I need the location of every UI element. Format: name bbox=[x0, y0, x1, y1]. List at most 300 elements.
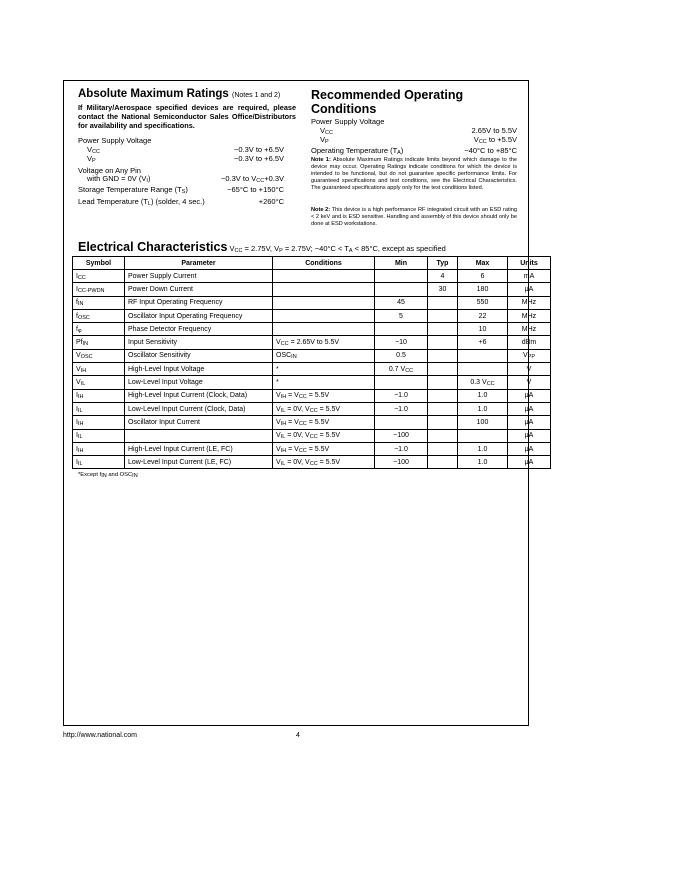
cond-a: V bbox=[276, 392, 281, 400]
units-value: V bbox=[526, 365, 532, 373]
rec-vcc-value: 2.65V to 5.5V bbox=[471, 126, 517, 135]
max-value: 180 bbox=[476, 285, 489, 293]
cell-parameter bbox=[125, 336, 273, 349]
abs-max-title-text: Absolute Maximum Ratings bbox=[78, 88, 229, 100]
abs-lead-sub: L bbox=[147, 201, 151, 207]
abs-storage-text: Storage Temperature Range (T bbox=[78, 185, 182, 194]
cell-parameter bbox=[125, 363, 273, 376]
cond-a: V bbox=[276, 432, 281, 440]
rec-vp-label bbox=[320, 135, 329, 144]
cell-min bbox=[375, 402, 428, 415]
cell-parameter bbox=[125, 309, 273, 322]
cond-b: = 2.65V to 5.5V bbox=[288, 339, 340, 347]
cell-typ bbox=[428, 349, 458, 362]
cell-symbol bbox=[73, 336, 125, 349]
cell-symbol bbox=[73, 416, 125, 429]
ec-cond-sub1: CC bbox=[234, 248, 243, 254]
cell-symbol bbox=[73, 429, 125, 442]
cell-max bbox=[458, 270, 508, 283]
abs-vpin-close: ) bbox=[147, 174, 151, 183]
symbol-sub: IL bbox=[80, 381, 86, 388]
table-row bbox=[73, 402, 551, 415]
note1-text: Absolute Maximum Ratings indicate limits beyond which damage to the device may occur. Operating Ratings indicate conditions for which the device is intended to be functional, but do not guarantee specific performance limits. For guaranteed specifications and test conditions, see the Electrical Characteristics. The guaranteed specifications apply only for the test conditions listed. bbox=[311, 157, 517, 192]
symbol-sub: IH bbox=[77, 394, 84, 401]
max-value: 1.0 bbox=[477, 445, 488, 453]
cond-a: V bbox=[276, 418, 281, 426]
symbol-main: V bbox=[76, 379, 81, 387]
parameter-text: Power Supply Current bbox=[128, 272, 197, 280]
min-sub: CC bbox=[405, 367, 414, 374]
units-value: μA bbox=[524, 445, 534, 453]
cell-min bbox=[375, 363, 428, 376]
min-value: 45 bbox=[397, 299, 405, 307]
max-value: 550 bbox=[476, 299, 489, 307]
cell-conditions bbox=[273, 296, 375, 309]
cond-sub2: CC bbox=[309, 460, 318, 467]
cell-max bbox=[458, 416, 508, 429]
col-parameter: Parameter bbox=[125, 257, 273, 270]
cond-sub2: CC bbox=[309, 434, 318, 441]
cond-b: = 0V, V bbox=[285, 405, 310, 413]
rec-vp-val-sub: CC bbox=[478, 139, 487, 145]
cell-max bbox=[458, 402, 508, 415]
ec-cond-d: < 85°C, except as specified bbox=[352, 244, 446, 253]
ec-header-row bbox=[73, 257, 551, 270]
cell-conditions bbox=[273, 456, 375, 469]
cell-symbol bbox=[73, 363, 125, 376]
cell-conditions bbox=[273, 349, 375, 362]
abs-vpin-sublabel-text: with GND = 0V (V bbox=[87, 174, 147, 183]
cell-units bbox=[508, 402, 551, 415]
symbol-main: I bbox=[76, 392, 78, 400]
cond-sub: IL bbox=[280, 434, 286, 441]
cell-units bbox=[508, 442, 551, 455]
symbol-main: V bbox=[76, 352, 81, 360]
min-value: −100 bbox=[393, 458, 409, 466]
units-value: μA bbox=[524, 432, 534, 440]
symbol-main: I bbox=[76, 458, 78, 466]
cell-units bbox=[508, 270, 551, 283]
rec-temp-label bbox=[311, 146, 403, 155]
symbol-sub: IL bbox=[77, 460, 83, 467]
parameter-text: Low-Level Input Current (Clock, Data) bbox=[128, 405, 246, 413]
cell-conditions bbox=[273, 309, 375, 322]
cell-units bbox=[508, 389, 551, 402]
cell-min bbox=[375, 349, 428, 362]
rec-vcc-label bbox=[320, 126, 333, 135]
cell-conditions bbox=[273, 376, 375, 389]
cond-c: = 5.5V bbox=[306, 418, 330, 426]
cell-symbol bbox=[73, 402, 125, 415]
cond-c: = 5.5V bbox=[306, 445, 330, 453]
ec-table bbox=[72, 256, 551, 469]
cell-units bbox=[508, 296, 551, 309]
ec-cond-b: = 2.75V, V bbox=[242, 244, 280, 253]
cell-units bbox=[508, 416, 551, 429]
rec-title-l2: Conditions bbox=[311, 102, 377, 116]
footer-url[interactable]: http://www.national.com bbox=[63, 732, 137, 739]
symbol-main: V bbox=[76, 365, 81, 373]
cell-max bbox=[458, 349, 508, 362]
symbol-sub: IH bbox=[80, 367, 87, 374]
cond-c: = 5.5V bbox=[317, 432, 341, 440]
cell-typ bbox=[428, 336, 458, 349]
parameter-text: Low-Level Input Voltage bbox=[128, 379, 203, 387]
cond-sub2: CC bbox=[309, 407, 318, 414]
cell-max bbox=[458, 283, 508, 296]
units-value: μA bbox=[524, 285, 534, 293]
parameter-text: Low-Level Input Current (LE, FC) bbox=[128, 458, 232, 466]
cell-typ bbox=[428, 389, 458, 402]
max-value: 0.3 V bbox=[470, 379, 487, 387]
cell-typ bbox=[428, 456, 458, 469]
abs-vcc-label bbox=[87, 145, 100, 154]
cell-min bbox=[375, 296, 428, 309]
table-row bbox=[73, 442, 551, 455]
cell-symbol bbox=[73, 442, 125, 455]
cond-b: = V bbox=[286, 418, 299, 426]
cell-typ bbox=[428, 309, 458, 322]
col-units: Units bbox=[508, 257, 551, 270]
symbol-sub: IL bbox=[77, 434, 83, 441]
cond-c: = 5.5V bbox=[317, 405, 341, 413]
ec-cond-sub3: A bbox=[348, 248, 353, 254]
max-value: 100 bbox=[476, 418, 489, 426]
cell-max bbox=[458, 376, 508, 389]
abs-lead-text: Lead Temperature (T bbox=[78, 197, 148, 206]
symbol-sub: φ bbox=[77, 327, 82, 334]
abs-max-section bbox=[78, 88, 296, 131]
cell-parameter bbox=[125, 270, 273, 283]
cell-min bbox=[375, 376, 428, 389]
cell-symbol bbox=[73, 349, 125, 362]
cell-units bbox=[508, 429, 551, 442]
note1-head: Note 1: bbox=[311, 157, 331, 163]
col-max: Max bbox=[458, 257, 508, 270]
footer-page-number: 4 bbox=[296, 732, 300, 739]
units-value: μA bbox=[524, 392, 534, 400]
rec-vp-val-a: V bbox=[473, 135, 479, 144]
rec-vp-v: V bbox=[320, 135, 326, 144]
cond-a: V bbox=[276, 339, 281, 347]
max-value: 1.0 bbox=[477, 458, 488, 466]
cell-units bbox=[508, 363, 551, 376]
table-row bbox=[73, 283, 551, 296]
symbol-sub: OSC bbox=[80, 354, 93, 361]
rec-temp-text: Operating Temperature (T bbox=[311, 146, 398, 155]
symbol-sub: IL bbox=[77, 407, 83, 414]
col-conditions: Conditions bbox=[273, 257, 375, 270]
rec-title-l1: Recommended Operating bbox=[311, 88, 464, 102]
min-value: −1.0 bbox=[394, 405, 408, 413]
units-value: V bbox=[522, 352, 528, 360]
max-sub: CC bbox=[486, 381, 495, 388]
cell-parameter bbox=[125, 283, 273, 296]
col-min: Min bbox=[375, 257, 428, 270]
parameter-text: Input Sensitivity bbox=[128, 339, 178, 347]
parameter-text: Oscillator Input Current bbox=[128, 418, 200, 426]
cond-sub: IH bbox=[280, 447, 287, 454]
cell-typ bbox=[428, 376, 458, 389]
rec-temp-close: ) bbox=[400, 146, 404, 155]
parameter-text: High-Level Input Current (LE, FC) bbox=[128, 445, 233, 453]
abs-storage-close: ) bbox=[185, 185, 188, 194]
cell-typ bbox=[428, 402, 458, 415]
parameter-text: High-Level Input Current (Clock, Data) bbox=[128, 392, 248, 400]
cell-min bbox=[375, 429, 428, 442]
symbol-main: f bbox=[76, 299, 78, 307]
cell-min bbox=[375, 442, 428, 455]
abs-storage-label bbox=[78, 185, 188, 194]
abs-vp-v: V bbox=[87, 154, 93, 163]
table-row bbox=[73, 270, 551, 283]
cell-conditions bbox=[273, 283, 375, 296]
abs-vpin-sublabel bbox=[87, 174, 150, 183]
cell-typ bbox=[428, 429, 458, 442]
abs-max-notes-ref: (Notes 1 and 2) bbox=[232, 92, 281, 99]
cell-parameter bbox=[125, 402, 273, 415]
cell-min bbox=[375, 336, 428, 349]
table-row bbox=[73, 416, 551, 429]
cell-typ bbox=[428, 363, 458, 376]
cell-typ bbox=[428, 416, 458, 429]
cell-typ bbox=[428, 323, 458, 336]
cell-min bbox=[375, 283, 428, 296]
rec-vp-val-b: to +5.5V bbox=[486, 135, 517, 144]
abs-vpin-val-a: −0.3V to V bbox=[221, 174, 257, 183]
rec-note2 bbox=[311, 207, 517, 228]
cell-symbol bbox=[73, 323, 125, 336]
cond-a: OSC bbox=[276, 352, 292, 360]
cell-parameter bbox=[125, 456, 273, 469]
symbol-main: I bbox=[76, 285, 78, 293]
cell-typ bbox=[428, 283, 458, 296]
rec-vcc-sub: CC bbox=[325, 130, 333, 136]
abs-lead-close: ) (solder, 4 sec.) bbox=[150, 197, 205, 206]
rec-vp-value bbox=[474, 135, 517, 144]
cell-max bbox=[458, 323, 508, 336]
cell-parameter bbox=[125, 323, 273, 336]
cell-parameter bbox=[125, 349, 273, 362]
rec-temp-sub: A bbox=[397, 150, 401, 156]
symbol-main: Pf bbox=[76, 339, 83, 347]
ec-cond-a: V bbox=[227, 244, 235, 253]
abs-lead-label bbox=[78, 197, 205, 206]
abs-vpin-sub-i: I bbox=[146, 178, 148, 184]
abs-vp-sub: P bbox=[92, 158, 96, 164]
parameter-text: Power Down Current bbox=[128, 285, 193, 293]
abs-vpin-val-sub: CC bbox=[256, 178, 265, 184]
cell-units bbox=[508, 336, 551, 349]
min-value: −1.0 bbox=[394, 445, 408, 453]
table-row bbox=[73, 363, 551, 376]
symbol-main: I bbox=[76, 418, 78, 426]
cond-b: = 0V, V bbox=[285, 432, 310, 440]
cell-max bbox=[458, 456, 508, 469]
symbol-sub: CC-PWDN bbox=[77, 287, 105, 294]
cond-sub2: CC bbox=[298, 420, 307, 427]
typ-value: 4 bbox=[440, 272, 445, 280]
parameter-text: Oscillator Input Operating Frequency bbox=[128, 312, 243, 320]
abs-vpin-val-b: +0.3V bbox=[264, 174, 284, 183]
cell-max bbox=[458, 389, 508, 402]
cell-units bbox=[508, 309, 551, 322]
units-value: μA bbox=[524, 418, 534, 426]
table-row bbox=[73, 296, 551, 309]
cell-parameter bbox=[125, 429, 273, 442]
ec-footnote-a: *Except f bbox=[78, 472, 102, 478]
cond-sub: CC bbox=[280, 341, 289, 348]
abs-vpin-label: Voltage on Any Pin bbox=[78, 166, 141, 175]
units-value: MHz bbox=[521, 312, 537, 320]
table-row bbox=[73, 349, 551, 362]
table-row bbox=[73, 389, 551, 402]
min-value: −1.0 bbox=[394, 392, 408, 400]
ec-cond-c: = 2.75V; −40°C < T bbox=[282, 244, 349, 253]
cond-b: = V bbox=[286, 445, 299, 453]
note2-head: Note 2: bbox=[311, 207, 331, 213]
cell-units bbox=[508, 323, 551, 336]
max-value: 1.0 bbox=[477, 392, 488, 400]
cell-min bbox=[375, 323, 428, 336]
min-value: −10 bbox=[395, 339, 407, 347]
cond-a: * bbox=[276, 379, 279, 387]
max-value: 1.0 bbox=[477, 405, 488, 413]
units-value: μA bbox=[524, 405, 534, 413]
ec-heading bbox=[78, 238, 446, 256]
min-value: 0.7 V bbox=[388, 365, 406, 373]
rec-section bbox=[311, 88, 519, 116]
cell-symbol bbox=[73, 283, 125, 296]
rec-note1 bbox=[311, 157, 517, 192]
cell-symbol bbox=[73, 456, 125, 469]
symbol-sub: CC bbox=[77, 274, 86, 281]
cond-b: = 0V, V bbox=[285, 458, 310, 466]
cell-typ bbox=[428, 442, 458, 455]
cond-b: = V bbox=[286, 392, 299, 400]
table-row bbox=[73, 336, 551, 349]
min-value: 5 bbox=[399, 312, 403, 320]
cond-sub2: CC bbox=[298, 394, 307, 401]
units-value: MHz bbox=[521, 299, 537, 307]
symbol-main: I bbox=[76, 405, 78, 413]
units-value: MHz bbox=[521, 325, 537, 333]
typ-value: 30 bbox=[438, 285, 447, 293]
ec-footnote-sub1: IN bbox=[101, 473, 107, 479]
cond-sub: IH bbox=[280, 420, 287, 427]
abs-vcc-v: V bbox=[87, 145, 93, 154]
rec-psv-label: Power Supply Voltage bbox=[311, 117, 385, 126]
col-typ: Typ bbox=[428, 257, 458, 270]
min-value: −100 bbox=[393, 432, 409, 440]
rec-title bbox=[311, 88, 519, 116]
parameter-text: RF Input Operating Frequency bbox=[128, 299, 223, 307]
parameter-text: Oscillator Sensitivity bbox=[128, 352, 191, 360]
rec-vcc-v: V bbox=[320, 126, 326, 135]
cell-parameter bbox=[125, 376, 273, 389]
cell-max bbox=[458, 309, 508, 322]
cond-sub: IN bbox=[291, 354, 297, 361]
cond-a: V bbox=[276, 405, 281, 413]
cell-parameter bbox=[125, 389, 273, 402]
cell-conditions bbox=[273, 270, 375, 283]
abs-vcc-sub: CC bbox=[92, 149, 100, 155]
table-row bbox=[73, 323, 551, 336]
abs-max-warning: If Military/Aerospace specified devices are required, please contact the National Semiconductor Sales Office/Distributors for availability and specifications. bbox=[78, 103, 296, 131]
cond-sub: IL bbox=[280, 407, 286, 414]
parameter-text: High-Level Input Voltage bbox=[128, 365, 205, 373]
cell-conditions bbox=[273, 429, 375, 442]
cell-conditions bbox=[273, 323, 375, 336]
cell-max bbox=[458, 296, 508, 309]
cell-min bbox=[375, 456, 428, 469]
symbol-main: I bbox=[76, 445, 78, 453]
ec-footnote bbox=[78, 472, 138, 478]
abs-max-title bbox=[78, 88, 296, 100]
cell-units bbox=[508, 376, 551, 389]
cell-typ bbox=[428, 270, 458, 283]
note2-text: This device is a high performance RF integrated circuit with an ESD rating < 2 keV and is ESD sensitive. Handling and assembly of this device should only be done at ESD workstations. bbox=[311, 207, 517, 228]
units-value: V bbox=[526, 379, 532, 387]
cell-conditions bbox=[273, 416, 375, 429]
cell-symbol bbox=[73, 270, 125, 283]
units-value: dBm bbox=[521, 339, 537, 347]
cond-sub2: CC bbox=[298, 447, 307, 454]
cell-max bbox=[458, 363, 508, 376]
parameter-text: Phase Detector Frequency bbox=[128, 325, 212, 333]
ec-conditions bbox=[227, 244, 445, 253]
abs-lead-value: +260°C bbox=[258, 197, 284, 206]
symbol-main: f bbox=[76, 325, 78, 333]
ec-table-body bbox=[73, 270, 551, 469]
cell-symbol bbox=[73, 309, 125, 322]
cell-conditions bbox=[273, 363, 375, 376]
min-value: 0.5 bbox=[396, 352, 406, 360]
cell-max bbox=[458, 336, 508, 349]
cell-units bbox=[508, 349, 551, 362]
cell-min bbox=[375, 270, 428, 283]
cond-c: = 5.5V bbox=[317, 458, 341, 466]
symbol-sub: IH bbox=[77, 447, 84, 454]
ec-cond-sub2: P bbox=[279, 248, 283, 254]
units-value: μA bbox=[524, 458, 534, 466]
cell-typ bbox=[428, 296, 458, 309]
max-value: +6 bbox=[478, 339, 487, 347]
cell-conditions bbox=[273, 402, 375, 415]
symbol-main: I bbox=[76, 272, 78, 280]
abs-storage-value: −65°C to +150°C bbox=[227, 185, 284, 194]
cond-a: * bbox=[276, 365, 279, 373]
symbol-sub: IN bbox=[77, 301, 84, 308]
col-symbol: Symbol bbox=[73, 257, 125, 270]
cell-parameter bbox=[125, 416, 273, 429]
cell-conditions bbox=[273, 389, 375, 402]
max-value: 10 bbox=[478, 325, 487, 333]
abs-vcc-value: −0.3V to +6.5V bbox=[233, 145, 284, 154]
cell-max bbox=[458, 442, 508, 455]
cell-symbol bbox=[73, 296, 125, 309]
cell-parameter bbox=[125, 296, 273, 309]
rec-temp-value: −40°C to +85°C bbox=[464, 146, 517, 155]
symbol-sub: IN bbox=[82, 341, 89, 348]
cell-max bbox=[458, 429, 508, 442]
units-value: mA bbox=[523, 272, 535, 280]
cell-min bbox=[375, 416, 428, 429]
cell-conditions bbox=[273, 442, 375, 455]
table-row bbox=[73, 456, 551, 469]
cond-c: = 5.5V bbox=[306, 392, 330, 400]
abs-vpin-value bbox=[221, 174, 284, 183]
